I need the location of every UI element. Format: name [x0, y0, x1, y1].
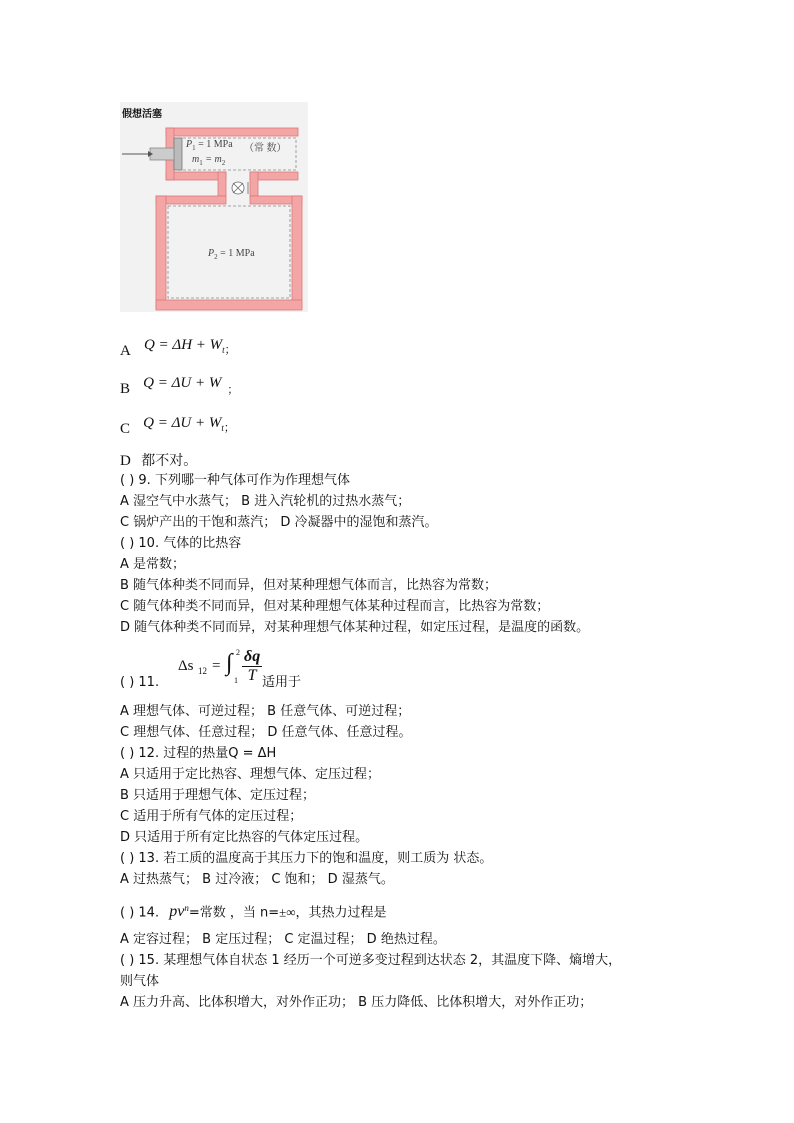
q13-options: A 过热蒸气； B 过冷液； C 饱和； D 湿蒸气。 — [120, 872, 394, 887]
q11-options-ab: A 理想气体、可逆过程； B 任意气体、可逆过程； — [120, 704, 411, 719]
q12-option-a: A 只适用于定比热容、理想气体、定压过程； — [120, 767, 381, 782]
q15-stem-line2: 则气体 — [120, 974, 160, 989]
q11-prefix: ( ) 11. — [120, 675, 160, 690]
q12-stem: ( ) 12. 过程的热量Q = ΔH — [120, 746, 277, 761]
q14-options: A 定容过程； B 定压过程； C 定温过程； D 绝热过程。 — [120, 932, 446, 947]
q13-stem: ( ) 13. 若工质的温度高于其压力下的饱和温度，则工质为 状态。 — [120, 851, 493, 866]
q14-stem: ( ) 14. $pv^n=$常数 ，当 n=±∞，其热力过程是 — [120, 903, 387, 921]
q8-option-a: A $Q = \Delta H + W_{t;}$ — [120, 337, 236, 359]
q12-option-d: D 只适用于所有定比热容的气体定压过程。 — [120, 830, 369, 845]
q10-option-a: A 是常数； — [120, 557, 186, 572]
q15-options-ab: A 压力升高、比体积增大，对外作正功； B 压力降低、比体积增大，对外作正功； — [120, 995, 593, 1010]
q12-option-b: B 只适用于理想气体、定压过程； — [120, 788, 316, 803]
p2-label: $P_2 = 1$ MPa — [208, 248, 255, 261]
q10-option-c: C 随气体种类不同而异，但对某种理想气体某种过程而言，比热容为常数； — [120, 599, 550, 614]
piston-vessel-diagram — [120, 102, 308, 312]
q9-options-ab: A 湿空气中水蒸气； B 进入汽轮机的过热水蒸气； — [120, 494, 411, 509]
mass-equality-label: $m_1 = m_2$ — [192, 154, 226, 167]
q12-option-c: C 适用于所有气体的定压过程； — [120, 809, 303, 824]
q15-stem-line1: ( ) 15. 某理想气体自状态 1 经历一个可逆多变过程到达状态 2，其温度下降、熵增大， — [120, 953, 622, 968]
q8-option-c: C $Q = \Delta U + W_{t;}$ — [120, 415, 235, 437]
q10-option-d: D 随气体种类不同而异，对某种理想气体某种过程，如定压过程，是温度的函数。 — [120, 620, 590, 635]
q11-options-cd: C 理想气体、任意过程； D 任意气体、任意过程。 — [120, 725, 412, 740]
p1-label: $P_1 = 1$ MPa — [186, 139, 233, 152]
q11-suffix: 适用于 — [262, 675, 302, 690]
q10-option-b: B 随气体种类不同而异，但对某种理想气体而言，比热容为常数； — [120, 578, 498, 593]
constant-label: （常 数） — [244, 143, 287, 154]
q9-options-cd: C 锅炉产出的干饱和蒸汽； D 冷凝器中的湿饱和蒸汽。 — [120, 515, 438, 530]
diagram-label: 假想活塞 — [122, 109, 162, 120]
q10-stem: ( ) 10. 气体的比热容 — [120, 536, 242, 551]
diagram-svg — [120, 102, 308, 312]
q8-option-d: D 都不对。 — [120, 453, 198, 469]
q9-stem: ( ) 9. 下列哪一种气体可作为作理想气体 — [120, 473, 350, 488]
q8-option-b: B Q = ΔU + W $_;$ — [120, 375, 239, 397]
